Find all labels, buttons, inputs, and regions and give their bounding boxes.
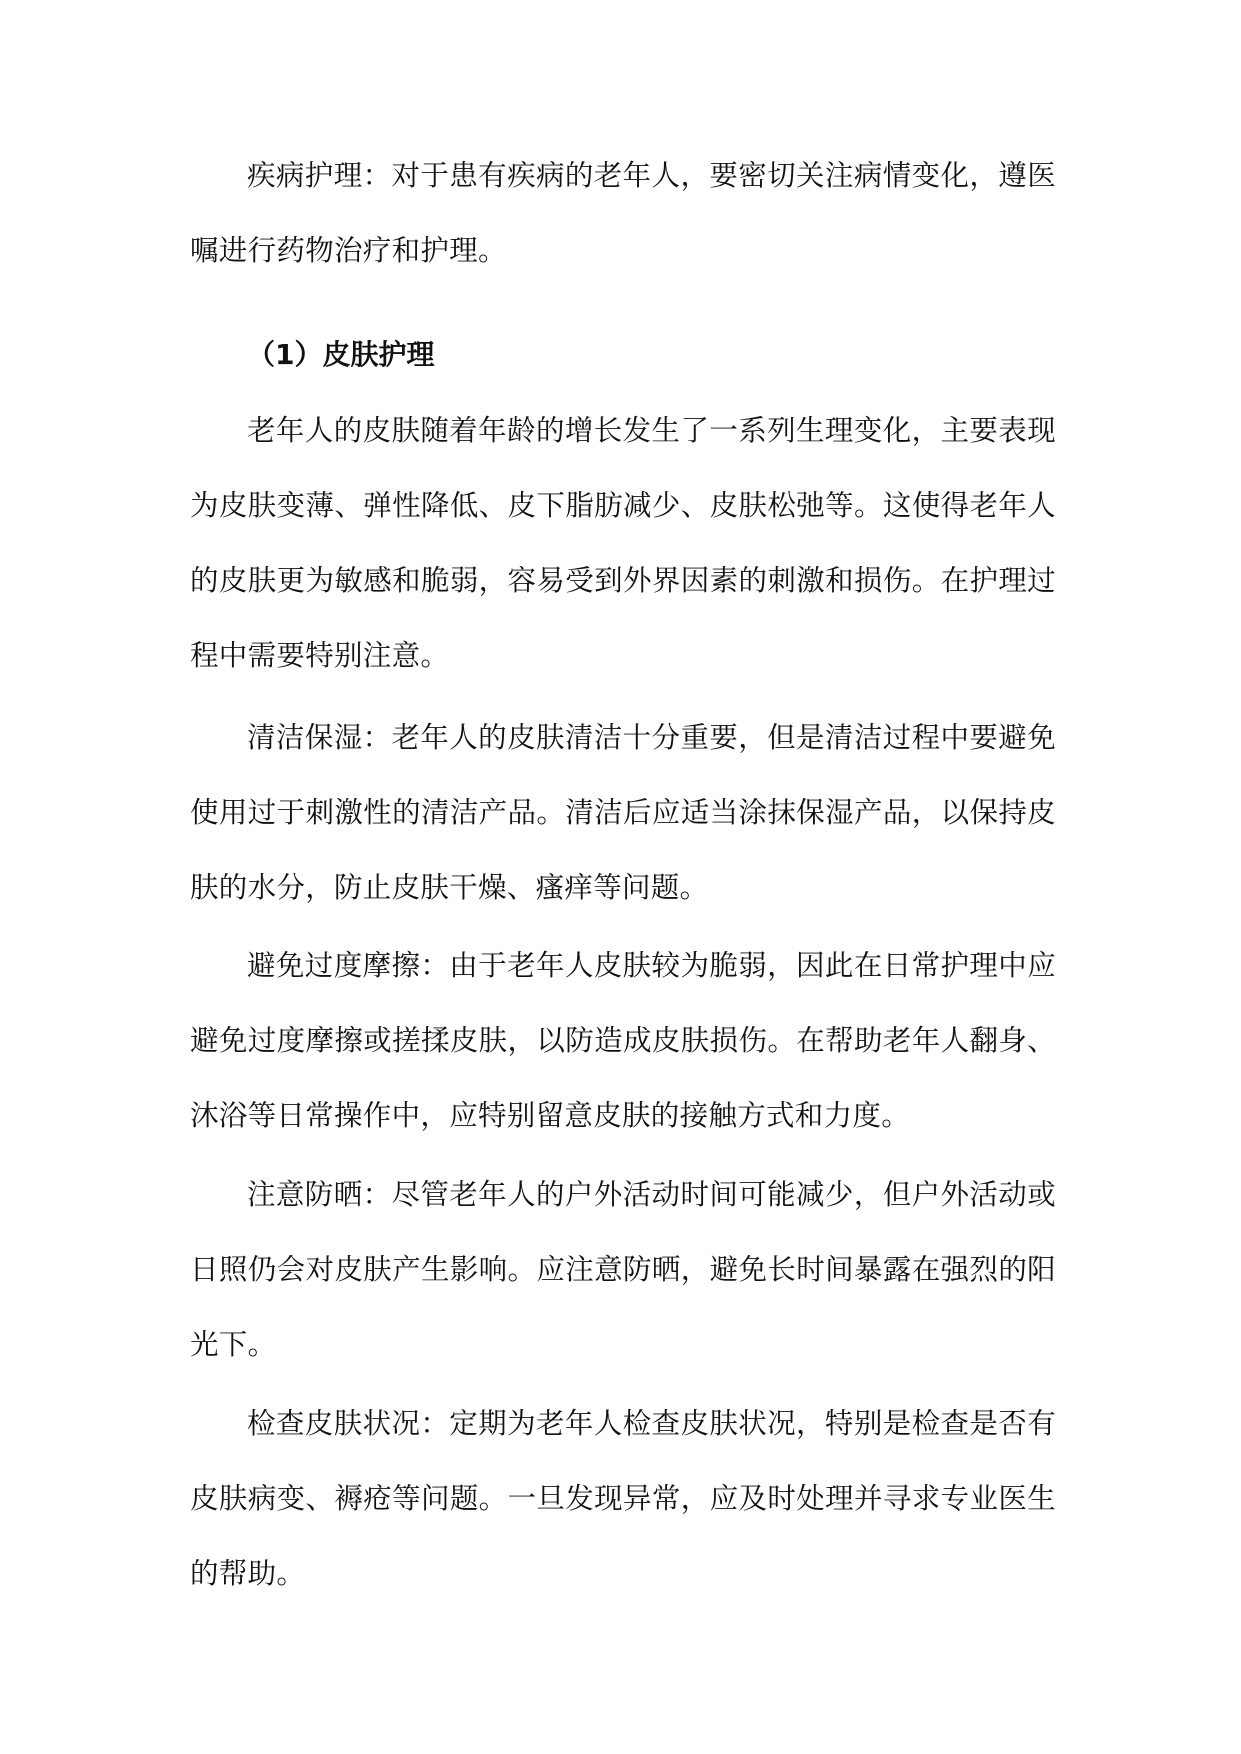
paragraph-sun-protection: 注意防晒：尽管老年人的户外活动时间可能减少，但户外活动或日照仍会对皮肤产生影响。应注意防晒，避免长时间暴露在强烈的阳光下。 — [190, 1178, 1056, 1361]
paragraph-skin-check: 检查皮肤状况：定期为老年人检查皮肤状况，特别是检查是否有皮肤病变、褥疮等问题。一旦发现异常，应及时处理并寻求专业医生的帮助。 — [190, 1407, 1056, 1590]
section-heading-skin-care: （1）皮肤护理 — [247, 338, 435, 371]
paragraph-disease-care: 疾病护理：对于患有疾病的老年人，要密切关注病情变化，遵医嘱进行药物治疗和护理。 — [190, 159, 1056, 267]
paragraph-friction: 避免过度摩擦：由于老年人皮肤较为脆弱，因此在日常护理中应避免过度摩擦或搓揉皮肤，以防造成皮肤损伤。在帮助老年人翻身、沐浴等日常操作中，应特别留意皮肤的接触方式和力度。 — [190, 949, 1056, 1132]
paragraph-cleaning: 清洁保湿：老年人的皮肤清洁十分重要，但是清洁过程中要避免使用过于刺激性的清洁产品。清洁后应适当涂抹保湿产品，以保持皮肤的水分，防止皮肤干燥、瘙痒等问题。 — [190, 721, 1056, 904]
paragraph-skin-intro: 老年人的皮肤随着年龄的增长发生了一系列生理变化，主要表现为皮肤变薄、弹性降低、皮下脂肪减少、皮肤松弛等。这使得老年人的皮肤更为敏感和脆弱，容易受到外界因素的刺激和损伤。在护理过程中需要特别注意。 — [190, 414, 1056, 672]
